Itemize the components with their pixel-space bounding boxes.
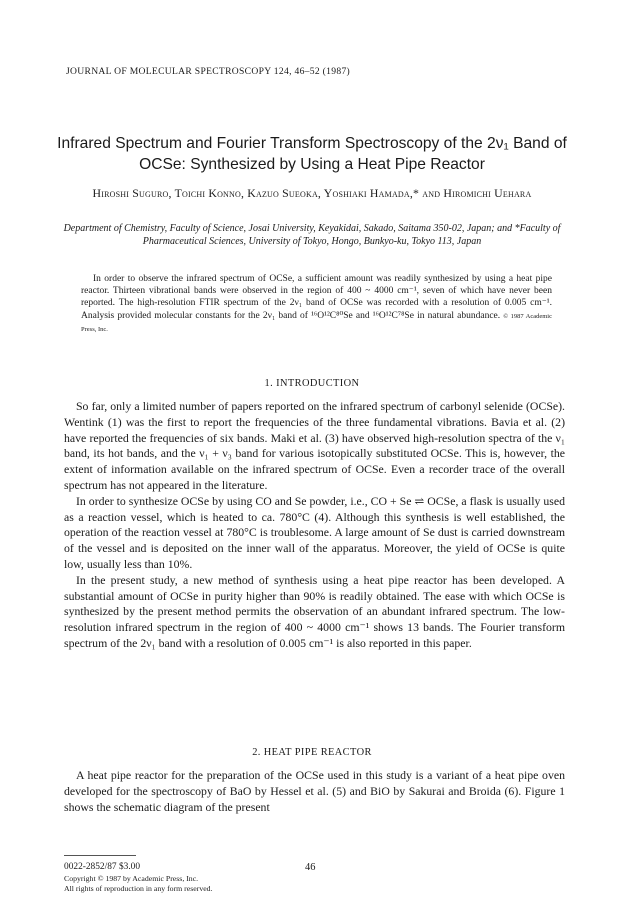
footnote-rule [64, 855, 136, 856]
page-number: 46 [305, 862, 316, 873]
abstract-text: In order to observe the infrared spectrum of OCSe, a sufficient amount was readily synthesized by using a heat pipe reactor. Thirteen vibrational bands were observed in the region of 400 ~ 4000 cm⁻¹, seven of which have never been reported. The high-resolution FTIR spectrum of the 2ν₁ band of OCSe was recorded with a resolution of 0.005 cm⁻¹. Analysis provided molecular constants for the 2ν₁ band of ¹⁶O¹²C⁸⁰Se and ¹⁶O¹²C⁷⁸Se in natural abundance. [81, 274, 552, 321]
journal-header: JOURNAL OF MOLECULAR SPECTROSCOPY 124, 46–52 (1987) [66, 66, 351, 77]
paragraph: In the present study, a new method of synthesis using a heat pipe reactor has been developed. A substantial amount of OCSe in purity higher than 90% is readily obtained. The ease with which OCSe is synthesized by the present method permits the observation of an abundant infrared spectrum. The low-resolution infrared spectrum in the region of 400 ~ 4000 cm⁻¹ shows 13 bands. The Fourier transform spectrum of the 2ν₁ band with a resolution of 0.005 cm⁻¹ is also reported in this paper. [64, 572, 565, 650]
section-heading-introduction: 1. INTRODUCTION [264, 378, 360, 389]
abstract [81, 273, 552, 336]
section-heading-heat-pipe-reactor: 2. HEAT PIPE REACTOR [252, 747, 372, 758]
rights-line: All rights of reproduction in any form reserved. [64, 883, 213, 893]
article-title: Infrared Spectrum and Fourier Transform Spectroscopy of the 2ν₁ Band of OCSe: Synthesized by Using a Heat Pipe Reactor [57, 135, 567, 173]
footer-publication-info [64, 862, 213, 894]
issn-price: 0022-2852/87 $3.00 [64, 862, 141, 872]
affiliation: Department of Chemistry, Faculty of Science, Josai University, Keyakidai, Sakado, Saitama 350-02, Japan; and *Faculty of Pharmaceutical Sciences, University of Tokyo, Hongo, Bunkyo-ku, Tokyo 113, Japan [63, 223, 561, 247]
author-list: Hiroshi Suguro, Toichi Konno, Kazuo Sueoka, Yoshiaki Hamada,* and Hiromichi Uehara [92, 186, 532, 200]
paragraph: A heat pipe reactor for the preparation of the OCSe used in this study is a variant of a heat pipe oven developed for the spectroscopy of BaO by Hessel et al. (5) and BiO by Sakurai and Broida (6). Figure 1 shows the schematic diagram of the present [64, 768, 565, 814]
paragraph: In order to synthesize OCSe by using CO and Se powder, i.e., CO + Se ⇌ OCSe, a flask is usually used as a reaction vessel, which is heated to ca. 780°C (4). Although this synthesis is well established, the operation of the reaction vessel at 780°C is troublesome. A large amount of Se dust is carried downstream of the vessel and is deposited on the inner wall of the apparatus. Moreover, the yield of OCSe is quite low, usually less than 10%. [64, 493, 565, 571]
paragraph: So far, only a limited number of papers reported on the infrared spectrum of carbonyl selenide (OCSe). Wentink (1) was the first to report the frequencies of the three fundamental vibrations. Bavia et al. (2) have reported the frequencies of six bands. Maki et al. (3) have observed high-resolution spectra of the ν₁ band, its hot bands, and the ν₁ + ν₃ band for various isotopically substituted OCSe. This is, however, the extent of information available on the infrared spectrum of OCSe. Even a recorder trace of the overall spectrum has not appeared in the literature. [64, 399, 565, 492]
heat-pipe-body [64, 768, 565, 815]
introduction-body [64, 399, 565, 652]
copyright-line: Copyright © 1987 by Academic Press, Inc. [64, 873, 199, 883]
abstract-copyright: © 1987 Academic Press, Inc. [81, 312, 552, 333]
